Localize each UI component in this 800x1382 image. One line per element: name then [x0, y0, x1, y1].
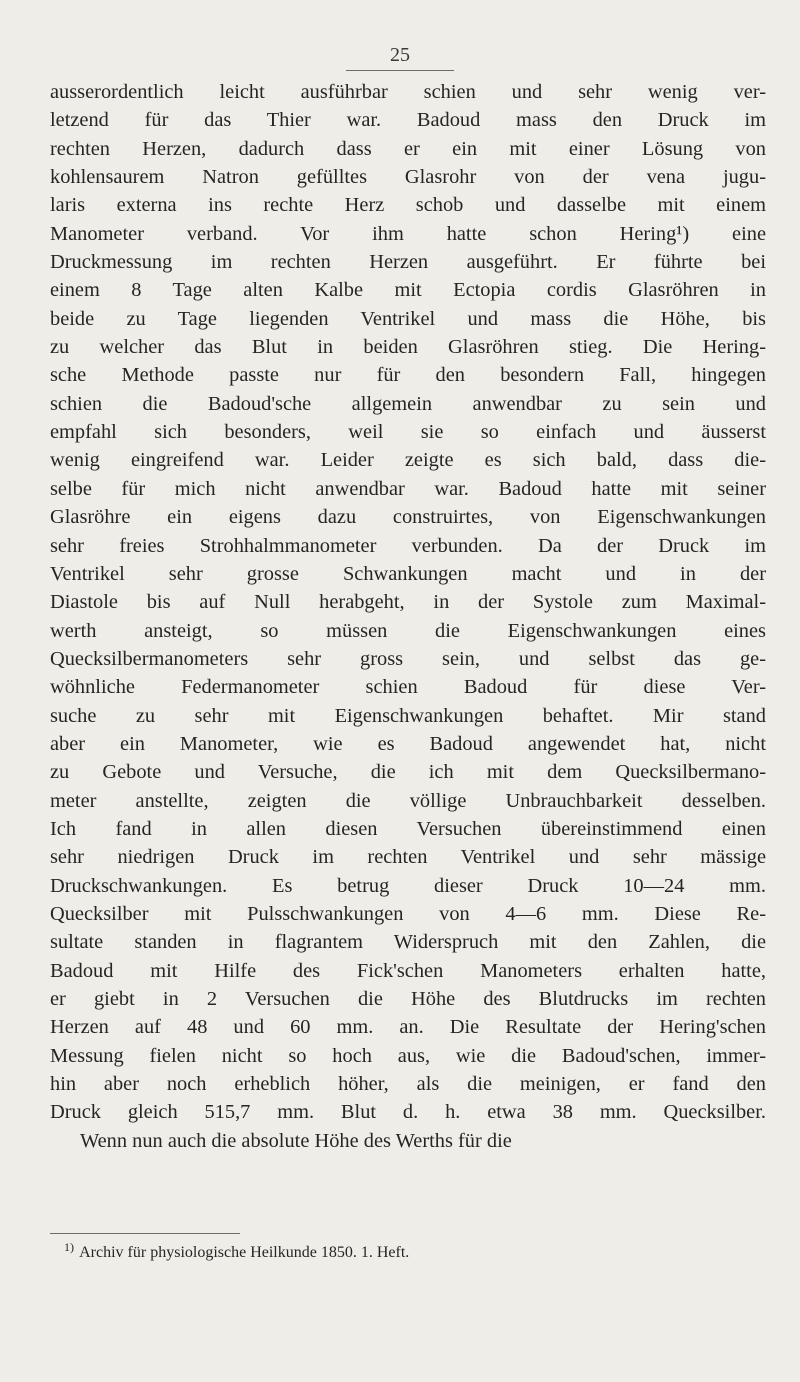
text-line: letzend für das Thier war. Badoud mass den Druck im — [50, 109, 766, 132]
text-line: Messung fielen nicht so hoch aus, wie die Badoud'schen, immer- — [50, 1044, 766, 1067]
text-line: wöhnliche Federmanometer schien Badoud für diese Ver- — [50, 676, 766, 699]
text-line: Druck gleich 515,7 mm. Blut d. h. etwa 38 mm. Quecksilber. — [50, 1101, 766, 1124]
text-line: hin aber noch erheblich höher, als die meinigen, er fand den — [50, 1073, 766, 1096]
text-line: empfahl sich besonders, weil sie so einfach und äusserst — [50, 421, 766, 444]
header-rule — [346, 70, 454, 71]
footnote — [64, 1237, 409, 1263]
text-line: einem 8 Tage alten Kalbe mit Ectopia cordis Glasröhren in — [50, 279, 766, 302]
text-line: Wenn nun auch die absolute Höhe des Werths für die — [80, 1129, 512, 1152]
footnote-text: Archiv für physiologische Heilkunde 1850. 1. Heft. — [79, 1244, 410, 1261]
text-line: Manometer verband. Vor ihm hatte schon Hering¹) eine — [50, 222, 766, 245]
text-line: werth ansteigt, so müssen die Eigenschwankungen eines — [50, 619, 766, 642]
text-line: Ich fand in allen diesen Versuchen übereinstimmend einen — [50, 817, 766, 840]
text-line: sultate standen in flagrantem Widerspruch mit den Zahlen, die — [50, 931, 766, 954]
text-line: Herzen auf 48 und 60 mm. an. Die Resultate der Hering'schen — [50, 1016, 766, 1039]
text-line: rechten Herzen, dadurch dass er ein mit einer Lösung von — [50, 137, 766, 160]
text-line: zu welcher das Blut in beiden Glasröhren stieg. Die Hering- — [50, 336, 766, 359]
text-line: meter anstellte, zeigten die völlige Unbrauchbarkeit desselben. — [50, 789, 766, 812]
footnote-marker: 1) — [64, 1240, 74, 1254]
text-line: Ventrikel sehr grosse Schwankungen macht und in der — [50, 562, 766, 585]
text-line: beide zu Tage liegenden Ventrikel und mass die Höhe, bis — [50, 307, 766, 330]
text-line: laris externa ins rechte Herz schob und dasselbe mit einem — [50, 194, 766, 217]
text-line: selbe für mich nicht anwendbar war. Badoud hatte mit seiner — [50, 477, 766, 500]
text-line: aber ein Manometer, wie es Badoud angewendet hat, nicht — [50, 732, 766, 755]
text-line: sche Methode passte nur für den besondern Fall, hingegen — [50, 364, 766, 387]
text-line: Badoud mit Hilfe des Fick'schen Manometers erhalten hatte, — [50, 959, 766, 982]
footnote-rule — [50, 1233, 240, 1234]
text-line: sehr niedrigen Druck im rechten Ventrikel und sehr mässige — [50, 846, 766, 869]
text-line: wenig eingreifend war. Leider zeigte es sich bald, dass die- — [50, 449, 766, 472]
text-line: Druckschwankungen. Es betrug dieser Druck 10—24 mm. — [50, 874, 766, 897]
text-line: schien die Badoud'sche allgemein anwendbar zu sein und — [50, 392, 766, 415]
text-line: kohlensaurem Natron gefülltes Glasrohr von der vena jugu- — [50, 166, 766, 189]
text-line: Quecksilber mit Pulsschwankungen von 4—6 mm. Diese Re- — [50, 902, 766, 925]
body-text — [50, 78, 766, 1155]
text-line: Glasröhre ein eigens dazu construirtes, von Eigenschwankungen — [50, 506, 766, 529]
text-line: ausserordentlich leicht ausführbar schien und sehr wenig ver- — [50, 81, 766, 103]
text-line: zu Gebote und Versuche, die ich mit dem Quecksilbermano- — [50, 761, 766, 784]
text-line: sehr freies Strohhalmmanometer verbunden. Da der Druck im — [50, 534, 766, 557]
text-line: er giebt in 2 Versuchen die Höhe des Blutdrucks im rechten — [50, 988, 766, 1010]
page-number: 25 — [390, 44, 410, 66]
text-line: Druckmessung im rechten Herzen ausgeführt. Er führte bei — [50, 251, 766, 274]
text-line: Quecksilbermanometers sehr gross sein, und selbst das ge- — [50, 647, 766, 670]
text-line: Diastole bis auf Null herabgeht, in der Systole zum Maximal- — [50, 591, 766, 614]
text-line: suche zu sehr mit Eigenschwankungen behaftet. Mir stand — [50, 704, 766, 727]
